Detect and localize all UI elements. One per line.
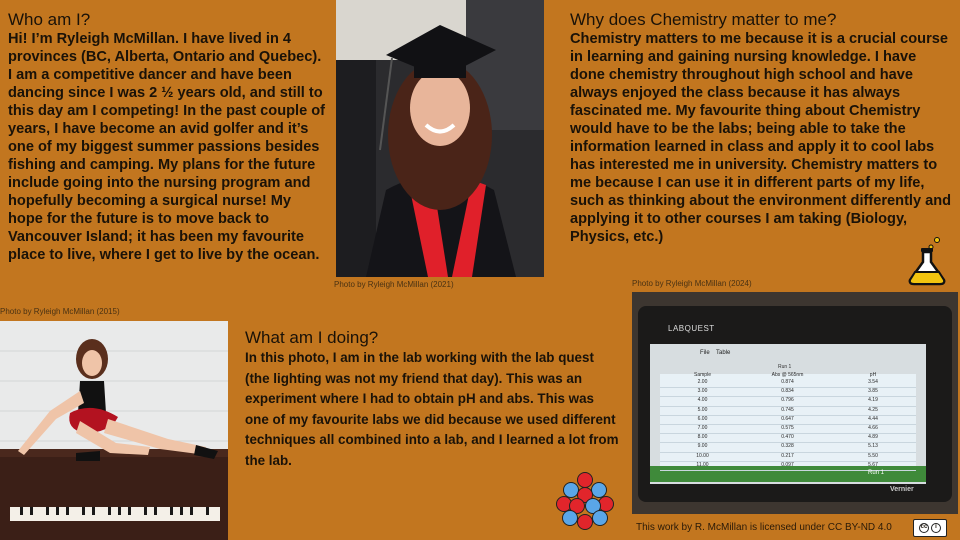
labquest-table-cell: 2.00 [697, 379, 708, 385]
labquest-table-cell: 5.00 [697, 406, 708, 413]
labquest-table-row [660, 443, 916, 452]
graduation-caption: Photo by Ryleigh McMillan (2021) [334, 280, 454, 289]
flask-icon [905, 234, 949, 286]
labquest-menu-table: Table [716, 350, 731, 356]
labquest-table-cell: 4.66 [868, 424, 878, 431]
labquest-menu-file: File [700, 350, 710, 356]
labquest-table-cell: 9.00 [697, 443, 708, 450]
labquest-table-cell: 0.328 [781, 443, 794, 450]
cc-license-badge[interactable] [913, 519, 947, 537]
labquest-table-row [660, 397, 916, 406]
labquest-col-header: pH [869, 372, 877, 378]
labquest-table-row [660, 379, 916, 388]
who-am-i-text: Hi! I’m Ryleigh McMillan. I have lived in 4 provinces (BC, Alberta, Ontario and Quebec). I am a competitive dancer and have been dancing since I was 2 ½ years old, and still to this day am I competing! In the past couple of years, I have become an avid golfer and it’s one of my biggest summer passions besides fishing and camping. My plans for the future include going into the nursing program and hopefully becoming a surgical nurse! My hope for the future is to move back to Vancouver Island; it has been my favourite place to live, where I get to live by the ocean. [8, 31, 326, 263]
license-link[interactable]: CC BY-ND 4.0 [827, 522, 892, 533]
labquest-table-cell: 11.00 [696, 461, 709, 468]
labquest-table-cell: 3.00 [697, 388, 708, 395]
labquest-table-cell: 0.470 [781, 434, 794, 441]
license-prefix: This work by R. McMillan is licensed under [636, 522, 825, 533]
labquest-table-cell: 0.575 [781, 424, 794, 431]
labquest-table [660, 372, 916, 471]
labquest-table-cell: 4.89 [868, 434, 878, 441]
labquest-table-cell: 0.796 [781, 397, 794, 404]
labquest-table-cell: 0.097 [781, 461, 794, 468]
labquest-table-cell: 4.00 [697, 397, 708, 404]
labquest-table-cell: 3.54 [868, 379, 878, 385]
labquest-header-row [660, 372, 916, 379]
labquest-table-row [660, 407, 916, 416]
labquest-table-cell: 3.85 [868, 388, 878, 395]
license-text [636, 522, 892, 533]
why-chemistry-section [570, 10, 955, 246]
labquest-table-cell: 0.217 [781, 452, 794, 459]
dance-photo [0, 321, 228, 540]
labquest-table-row [660, 388, 916, 397]
labquest-table-cell: 4.19 [868, 397, 878, 404]
labquest-table-row [660, 434, 916, 443]
labquest-table-cell: 0.745 [781, 406, 794, 413]
labquest-footer-run: Run 1 [868, 470, 885, 476]
labquest-table-row [660, 425, 916, 434]
labquest-table-cell: 4.25 [868, 406, 878, 413]
labquest-table-cell: 0.647 [781, 415, 794, 422]
labquest-run-title: Run 1 [778, 364, 792, 370]
labquest-table-row [660, 416, 916, 425]
labquest-table-cell: 6.00 [697, 415, 708, 422]
labquest-table-cell: 5.67 [868, 461, 878, 468]
what-am-i-doing-text: In this photo, I am in the lab working with the lab quest (the lighting was not my friend that day). This was an experiment where I had to obtain pH and abs. This was one of my favourite labs we did because we used different techniques all combined into a lab, and I learned a lot from the lab. [245, 350, 619, 468]
why-chemistry-heading: Why does Chemistry matter to me? [570, 10, 837, 29]
labquest-table-cell: 8.00 [697, 434, 708, 441]
graduation-photo [336, 0, 544, 277]
who-am-i-heading: Who am I? [8, 10, 91, 29]
labquest-table-cell: 10.00 [696, 452, 709, 459]
why-chemistry-text: Chemistry matters to me because it is a crucial course in learning and gaining nursing knowledge. I have done chemistry throughout high school and have always enjoyed the class because it has always fascinated me. My favourite thing about Chemistry would have to be the labs; being able to take the information learned in class and apply it to cool labs has interested me in university. Chemistry matters to me because I can use it in different parts of my life, such as thinking about the environment differently and applying it to other courses I am taking (Biology, Physics, etc.) [570, 31, 952, 245]
labquest-table-row [660, 453, 916, 462]
labquest-col-header: Sample [694, 372, 711, 378]
labquest-photo [632, 292, 958, 514]
labquest-table-cell: 4.44 [868, 415, 878, 422]
labquest-table-cell: 0.834 [781, 388, 794, 395]
what-am-i-doing-heading: What am I doing? [245, 328, 379, 347]
who-am-i-section [8, 10, 328, 264]
labquest-table-cell: 5.50 [868, 452, 878, 459]
labquest-caption: Photo by Ryleigh McMillan (2024) [632, 279, 752, 288]
dance-caption: Photo by Ryleigh McMillan (2015) [0, 307, 120, 316]
by-icon: i [931, 523, 941, 533]
labquest-brand: LABQUEST [668, 324, 715, 333]
labquest-col-header: Abs @ 565nm [771, 372, 804, 378]
what-am-i-doing-section [245, 328, 620, 471]
labquest-table-cell: 0.874 [781, 379, 794, 385]
cc-icon: cc [919, 523, 929, 533]
labquest-vendor: Vernier [890, 486, 914, 493]
labquest-table-cell: 7.00 [697, 424, 708, 431]
molecule-icon [556, 470, 614, 532]
labquest-table-cell: 5.13 [868, 443, 878, 450]
